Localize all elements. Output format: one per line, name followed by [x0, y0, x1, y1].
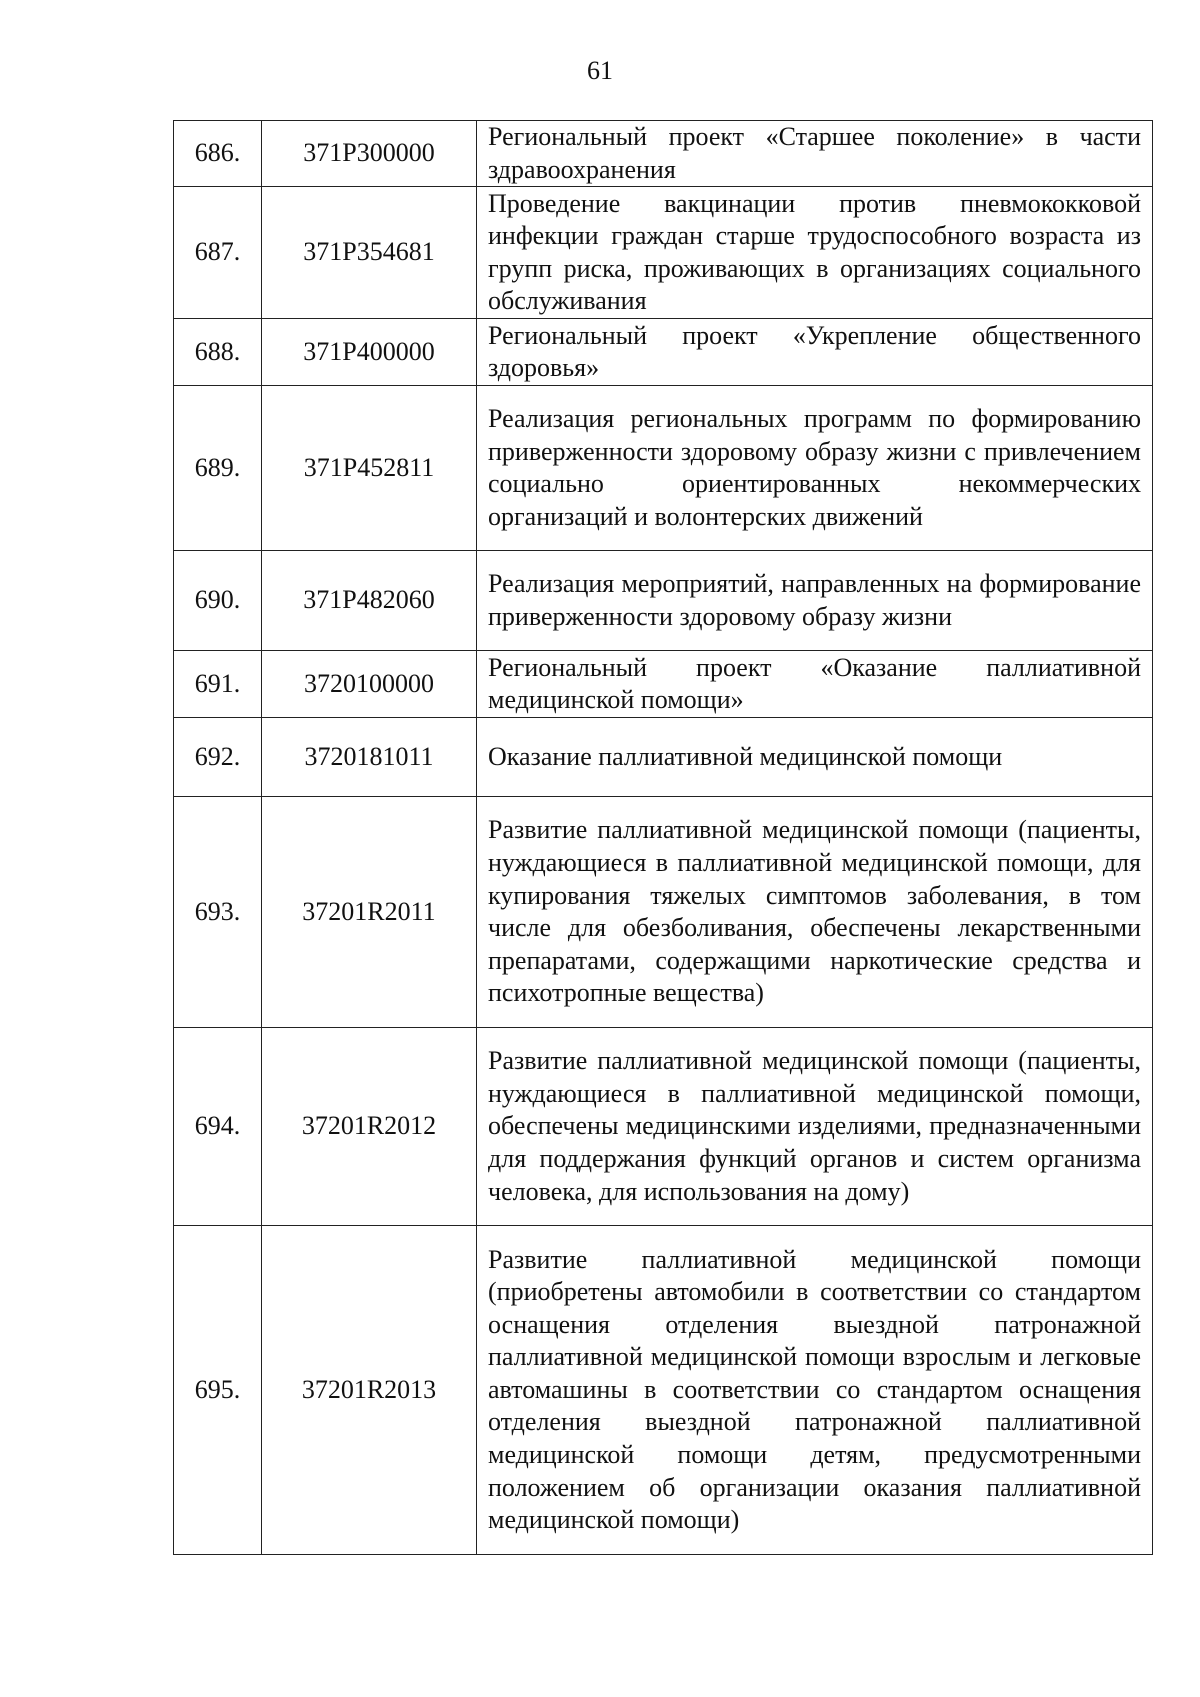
row-code: 3720181011	[262, 718, 477, 797]
table-row	[174, 121, 1153, 187]
row-name: Реализация мероприятий, направленных на формирование приверженности здоровому образу жизни	[477, 551, 1153, 651]
row-number: 687.	[174, 187, 262, 319]
row-code: 371P482060	[262, 551, 477, 651]
row-number: 690.	[174, 551, 262, 651]
budget-classification-table	[173, 120, 1153, 1555]
row-name: Развитие паллиативной медицинской помощи (пациенты, нуждающиеся в паллиативной медицинской помощи, для купирования тяжелых симптомов заболевания, в том числе для обезболивания, обеспечены лекарственными препаратами, содержащими наркотические средства и психотропные вещества)	[477, 797, 1153, 1028]
table-row	[174, 386, 1153, 551]
row-code: 3720100000	[262, 651, 477, 718]
table-row	[174, 718, 1153, 797]
row-code: 371P354681	[262, 187, 477, 319]
row-code: 37201R2011	[262, 797, 477, 1028]
row-name: Региональный проект «Оказание паллиативной медицинской помощи»	[477, 651, 1153, 718]
table-row	[174, 1028, 1153, 1226]
row-name: Региональный проект «Укрепление общественного здоровья»	[477, 319, 1153, 386]
row-code: 37201R2013	[262, 1226, 477, 1555]
row-name: Оказание паллиативной медицинской помощи	[477, 718, 1153, 797]
row-name: Развитие паллиативной медицинской помощи (пациенты, нуждающиеся в паллиативной медицинской помощи, обеспечены медицинскими изделиями, предназначенными для поддержания функций органов и систем организма человека, для использования на дому)	[477, 1028, 1153, 1226]
table-row	[174, 1226, 1153, 1555]
row-code: 37201R2012	[262, 1028, 477, 1226]
row-number: 695.	[174, 1226, 262, 1555]
table-row	[174, 651, 1153, 718]
row-number: 694.	[174, 1028, 262, 1226]
table-row	[174, 187, 1153, 319]
row-number: 689.	[174, 386, 262, 551]
table-row	[174, 797, 1153, 1028]
row-number: 692.	[174, 718, 262, 797]
row-name: Развитие паллиативной медицинской помощи (приобретены автомобили в соответствии со стандартом оснащения отделения выездной патронажной паллиативной медицинской помощи взрослым и легковые автомашины в соответствии со стандартом оснащения отделения выездной патронажной паллиативной медицинской помощи детям, предусмотренными положением об организации оказания паллиативной медицинской помощи)	[477, 1226, 1153, 1555]
row-code: 371P452811	[262, 386, 477, 551]
row-code: 371P400000	[262, 319, 477, 386]
row-code: 371P300000	[262, 121, 477, 187]
table-row	[174, 551, 1153, 651]
row-number: 691.	[174, 651, 262, 718]
row-name: Проведение вакцинации против пневмококковой инфекции граждан старше трудоспособного возраста из групп риска, проживающих в организациях социального обслуживания	[477, 187, 1153, 319]
row-name: Реализация региональных программ по формированию приверженности здоровому образу жизни с привлечением социально ориентированных некоммерческих организаций и волонтерских движений	[477, 386, 1153, 551]
table-row	[174, 319, 1153, 386]
row-number: 688.	[174, 319, 262, 386]
row-number: 693.	[174, 797, 262, 1028]
row-number: 686.	[174, 121, 262, 187]
page-number: 61	[587, 56, 613, 85]
row-name: Региональный проект «Старшее поколение» в части здравоохранения	[477, 121, 1153, 187]
